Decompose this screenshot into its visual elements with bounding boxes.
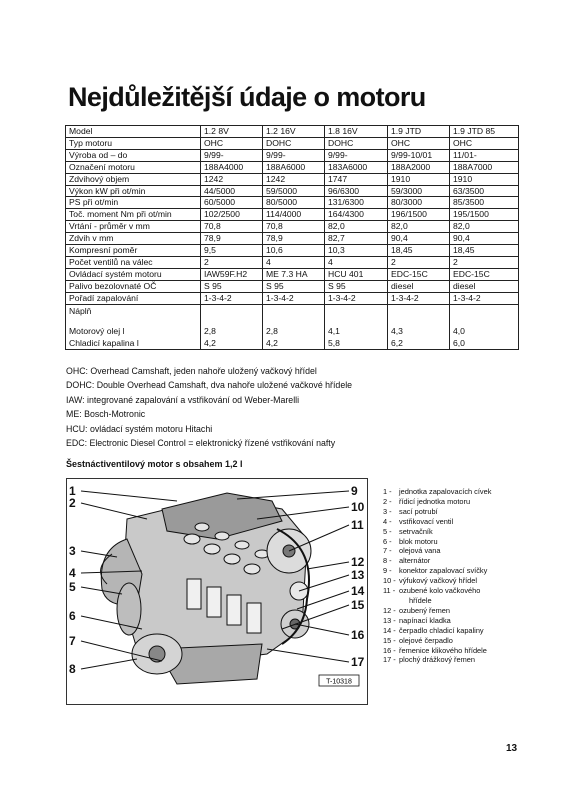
row-label: Výroba od – do: [66, 149, 201, 161]
table-row: [66, 161, 519, 173]
legend-number: 14 -: [383, 625, 396, 635]
fills-cell: [263, 304, 325, 349]
callout-number: 13: [351, 568, 365, 582]
table-cell: 18,45: [388, 245, 450, 257]
legend-number: 2 -: [383, 496, 392, 506]
table-cell: 80/3000: [388, 197, 450, 209]
table-cell: DOHC: [325, 137, 388, 149]
legend-item: [383, 636, 491, 646]
table-cell: 59/3000: [388, 185, 450, 197]
table-cell: 80/5000: [263, 197, 325, 209]
table-header-cell: 1.9 JTD 85: [450, 126, 519, 138]
legend-number: 9 -: [383, 566, 392, 576]
table-cell: 114/4000: [263, 209, 325, 221]
legend-item: [383, 586, 491, 596]
table-cell: S 95: [325, 280, 388, 292]
row-label: Vrtání - průměr v mm: [66, 221, 201, 233]
legend-item: [383, 646, 491, 656]
table-cell: 1242: [201, 173, 263, 185]
fills-cell: [325, 304, 388, 349]
table-row: [66, 233, 519, 245]
legend-number: 5 -: [383, 526, 392, 536]
coolant-value: 5,8: [328, 337, 340, 348]
callout-number: 12: [351, 555, 365, 569]
callout-number: 10: [351, 500, 365, 514]
table-cell: IAW59F.H2: [201, 268, 263, 280]
oil-value: 2,8: [266, 325, 278, 336]
legend-item: [383, 537, 491, 547]
table-row: [66, 209, 519, 221]
table-cell: 9/99-10/01: [388, 149, 450, 161]
legend-item: [383, 497, 491, 507]
table-cell: 59/5000: [263, 185, 325, 197]
table-cell: 82,0: [325, 221, 388, 233]
callout-number: 11: [351, 518, 364, 532]
legend-text: setrvačník: [399, 526, 433, 536]
table-cell: diesel: [388, 280, 450, 292]
table-cell: 1910: [450, 173, 519, 185]
legend-number: 8 -: [383, 556, 392, 566]
table-cell: 11/01-: [450, 149, 519, 161]
table-cell: 4: [263, 256, 325, 268]
fills-cell: [450, 304, 519, 349]
oil-value: 4,3: [391, 325, 403, 336]
coolant-value: 4,2: [266, 337, 278, 348]
table-cell: 1-3-4-2: [325, 292, 388, 304]
abbreviation-ohc: OHC: Overhead Camshaft, jeden nahoře uložený vačkový hřídel: [66, 366, 317, 376]
table-cell: 9/99-: [263, 149, 325, 161]
row-label: Kompresní poměr: [66, 245, 201, 257]
table-cell: 188A6000: [263, 161, 325, 173]
callout-number: 9: [351, 484, 358, 498]
legend-text: napínací kladka: [399, 615, 451, 625]
table-cell: 44/5000: [201, 185, 263, 197]
table-cell: 82,0: [388, 221, 450, 233]
legend-text: blok motoru: [399, 536, 438, 546]
callout-number: 8: [69, 662, 76, 676]
abbreviation-hcu: HCU: ovládací systém motoru Hitachi: [66, 423, 213, 434]
table-row: [66, 292, 519, 304]
table-cell: 9/99-: [325, 149, 388, 161]
row-label: Zdvihový objem: [66, 173, 201, 185]
callout-number: 5: [69, 580, 76, 594]
table-row: [66, 185, 519, 197]
callout-number: 3: [69, 544, 76, 558]
callout-number: 4: [69, 566, 76, 580]
table-cell: 78,9: [201, 233, 263, 245]
coolant-label: Chladicí kapalina l: [69, 337, 139, 348]
row-label: Počet ventilů na válec: [66, 256, 201, 268]
table-cell: 1242: [263, 173, 325, 185]
page-title: Nejdůležitější údaje o motoru: [68, 82, 426, 112]
legend-text: jednotka zapalovacích cívek: [399, 487, 492, 496]
engine-illustration: [66, 478, 368, 705]
table-cell: OHC: [201, 137, 263, 149]
table-cell: 10,3: [325, 245, 388, 257]
coolant-value: 4,2: [204, 337, 216, 348]
table-cell: 70,8: [201, 221, 263, 233]
table-cell: 9,5: [201, 245, 263, 257]
table-cell: 82,7: [325, 233, 388, 245]
table-cell: 90,4: [450, 233, 519, 245]
table-cell: 1910: [388, 173, 450, 185]
table-cell: ME 7.3 HA: [263, 268, 325, 280]
callout-number: 6: [69, 609, 76, 623]
engine-section-title: Šestnáctiventilový motor s obsahem 1,2 l: [66, 459, 243, 469]
table-row: [66, 221, 519, 233]
legend-text: řemenice klikového hřídele: [399, 645, 487, 655]
table-cell: diesel: [450, 280, 519, 292]
legend-number: 10 -: [383, 576, 396, 586]
abbreviation-dohc: DOHC: Double Overhead Camshaft, dva nahoře uložené vačkové hřídele: [66, 380, 353, 391]
table-cell: 10,6: [263, 245, 325, 257]
table-header-cell: 1.2 16V: [263, 126, 325, 138]
callout-number: 16: [351, 628, 365, 642]
legend-item: [383, 507, 491, 517]
legend-text: řídicí jednotka motoru: [399, 496, 471, 506]
legend-item: [383, 606, 491, 616]
table-cell: S 95: [263, 280, 325, 292]
row-label: PS při ot/min: [66, 197, 201, 209]
table-header-cell: 1.8 16V: [325, 126, 388, 138]
table-cell: 1747: [325, 173, 388, 185]
abbreviation-me: ME: Bosch-Motronic: [66, 409, 146, 420]
table-row: [66, 256, 519, 268]
table-row: [66, 149, 519, 161]
row-label: Toč. moment Nm při ot/min: [66, 209, 201, 221]
table-cell: 2: [388, 256, 450, 268]
legend-item: [383, 517, 491, 527]
table-row: [66, 268, 519, 280]
table-cell: 188A4000: [201, 161, 263, 173]
table-cell: 164/4300: [325, 209, 388, 221]
table-cell: 1-3-4-2: [450, 292, 519, 304]
oil-label: Motorový olej l: [69, 325, 125, 336]
callout-number: 1: [69, 484, 76, 498]
legend-text: alternátor: [399, 556, 431, 566]
legend-number: 3 -: [383, 506, 392, 516]
figure-code: T-10318: [326, 678, 352, 686]
table-cell: OHC: [450, 137, 519, 149]
callout-number: 17: [351, 655, 365, 669]
row-label: Označení motoru: [66, 161, 201, 173]
table-cell: 18,45: [450, 245, 519, 257]
table-row: [66, 280, 519, 292]
table-header-cell: 1.9 JTD: [388, 126, 450, 138]
row-label: Pořadí zapalování: [66, 292, 201, 304]
row-label: Zdvih v mm: [66, 233, 201, 245]
page-number: 13: [506, 743, 518, 754]
table-cell: 131/6300: [325, 197, 388, 209]
table-cell: 78,9: [263, 233, 325, 245]
callout-number: 15: [351, 598, 365, 612]
table-cell: 183A6000: [325, 161, 388, 173]
table-cell: 4: [325, 256, 388, 268]
legend-item: [383, 546, 491, 556]
legend-text: sací potrubí: [399, 506, 438, 516]
legend-text: ozubené kolo vačkového: [399, 586, 481, 596]
legend-text: výfukový vačkový hřídel: [399, 576, 478, 586]
table-cell: 188A7000: [450, 161, 519, 173]
legend-text: čerpadlo chladicí kapaliny: [399, 625, 484, 635]
row-label: Typ motoru: [66, 137, 201, 149]
legend-number: 11 -: [383, 586, 396, 596]
table-cell: 70,8: [263, 221, 325, 233]
callout-number: 7: [69, 634, 76, 648]
table-cell: 1-3-4-2: [263, 292, 325, 304]
table-cell: 2: [450, 256, 519, 268]
table-cell: 195/1500: [450, 209, 519, 221]
fills-label: Náplň: [69, 305, 92, 316]
legend-item: [383, 626, 491, 636]
legend-item: [383, 655, 491, 665]
fills-cell: [201, 304, 263, 349]
coolant-value: 6,0: [453, 337, 465, 348]
table-row: [66, 137, 519, 149]
legend-text: ozubený řemen: [399, 605, 450, 615]
table-cell: EDC-15C: [450, 268, 519, 280]
table-cell: 85/3500: [450, 197, 519, 209]
fills-label-cell: [66, 304, 201, 349]
coolant-value: 6,2: [391, 337, 403, 348]
row-label: Výkon kW při ot/min: [66, 185, 201, 197]
legend-item: [383, 576, 491, 586]
table-header-cell: Model: [66, 126, 201, 138]
legend-text: hřídele: [409, 595, 432, 605]
legend-item: [383, 616, 491, 626]
table-cell: 2: [201, 256, 263, 268]
table-row: [66, 245, 519, 257]
callout-number: 2: [69, 496, 76, 510]
legend-number: 6 -: [383, 536, 392, 546]
table-cell: HCU 401: [325, 268, 388, 280]
legend-text: vstřikovací ventil: [399, 516, 454, 526]
oil-value: 4,1: [328, 325, 340, 336]
table-cell: 63/3500: [450, 185, 519, 197]
table-cell: EDC-15C: [388, 268, 450, 280]
table-cell: OHC: [388, 137, 450, 149]
table-cell: 188A2000: [388, 161, 450, 173]
abbreviation-edc: EDC: Electronic Diesel Control = elektronický řízené vstřikování nafty: [66, 438, 336, 449]
engine-drawing: [67, 479, 367, 704]
legend-text: olejové čerpadlo: [399, 635, 453, 645]
legend-item: [383, 527, 491, 537]
legend-text: plochý drážkový řemen: [399, 655, 475, 665]
legend-item: [383, 596, 491, 606]
engine-legend: [383, 487, 491, 665]
legend-text: olejová vana: [399, 546, 441, 556]
callout-number: 14: [351, 584, 365, 598]
engine-data-table: [65, 125, 519, 350]
table-cell: DOHC: [263, 137, 325, 149]
legend-number: 15 -: [383, 635, 396, 645]
table-row: [66, 173, 519, 185]
table-row: [66, 197, 519, 209]
abbreviation-iaw: IAW: integrované zapalování a vstřikování od Weber-Marelli: [66, 394, 300, 405]
table-cell: 9/99-: [201, 149, 263, 161]
legend-item: [383, 487, 491, 497]
legend-number: 4 -: [383, 516, 392, 526]
legend-number: 7 -: [383, 546, 392, 556]
legend-number: 17 -: [383, 655, 396, 665]
table-cell: 90,4: [388, 233, 450, 245]
table-header-cell: 1.2 8V: [201, 126, 263, 138]
oil-value: 2,8: [204, 325, 216, 336]
fills-cell: [388, 304, 450, 349]
table-row-fills: [66, 304, 519, 349]
legend-item: [383, 556, 491, 566]
table-cell: 96/6300: [325, 185, 388, 197]
legend-number: [383, 596, 399, 606]
legend-text: konektor zapalovací svíčky: [399, 566, 488, 576]
table-cell: 1-3-4-2: [388, 292, 450, 304]
legend-number: 16 -: [383, 645, 396, 655]
legend-number: 13 -: [383, 615, 396, 625]
table-cell: 82,0: [450, 221, 519, 233]
row-label: Ovládací systém motoru: [66, 268, 201, 280]
table-cell: 196/1500: [388, 209, 450, 221]
legend-item: [383, 566, 491, 576]
legend-number: 12 -: [383, 605, 396, 615]
table-cell: S 95: [201, 280, 263, 292]
table-cell: 60/5000: [201, 197, 263, 209]
legend-number: 1 -: [383, 487, 392, 496]
oil-value: 4,0: [453, 325, 465, 336]
row-label: Palivo bezolovnaté OČ: [66, 280, 201, 292]
abbreviation-list: [66, 364, 352, 450]
table-cell: 102/2500: [201, 209, 263, 221]
table-header-row: [66, 126, 519, 138]
table-cell: 1-3-4-2: [201, 292, 263, 304]
